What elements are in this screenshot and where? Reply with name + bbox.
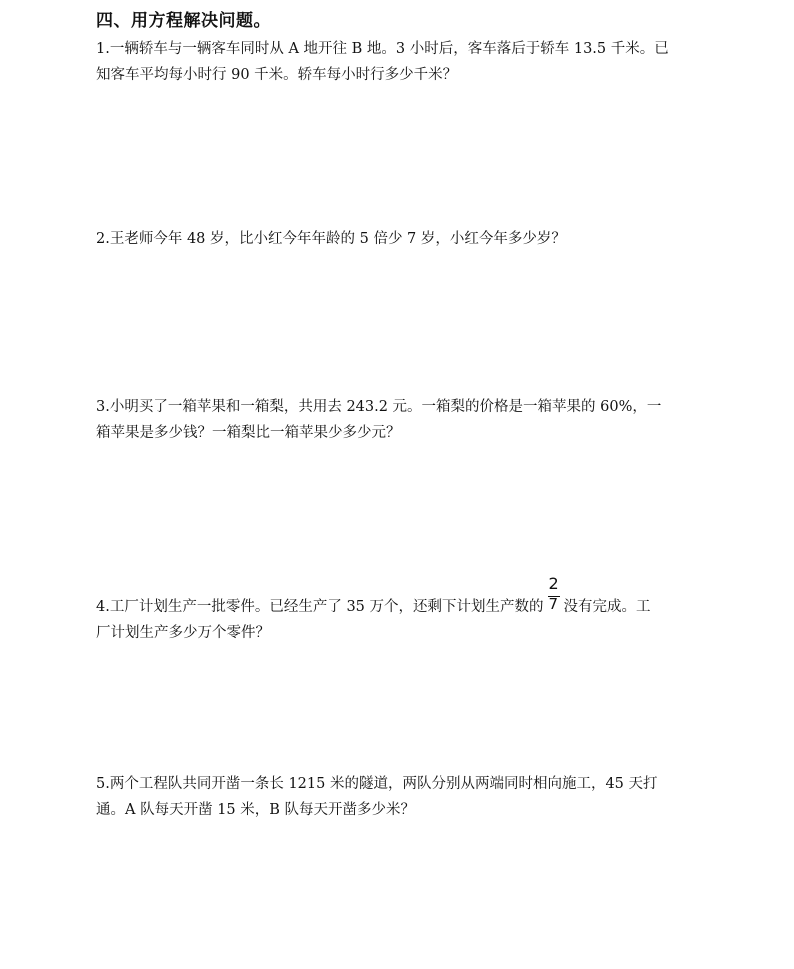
question-4-text-after-fraction: 没有完成。工: [563, 599, 651, 615]
question-4: [96, 574, 716, 646]
fraction-denominator: 7: [548, 595, 559, 613]
question-2-line-1: 2.王老师今年 48 岁，比小红今年年龄的 5 倍少 7 岁，小红今年多少岁？: [96, 231, 566, 247]
question-3: [96, 394, 716, 446]
fraction-numerator: 2: [548, 574, 559, 593]
fraction-two-sevenths: [548, 574, 562, 613]
question-5-line-1: 5.两个工程队共同开凿一条长 1215 米的隧道，两队分别从两端同时相向施工，45 天打: [96, 776, 658, 792]
question-5-line-2: 通。A 队每天开凿 15 米，B 队每天开凿多少米？: [96, 802, 416, 818]
question-1-line-1: 1.一辆轿车与一辆客车同时从 A 地开往 B 地。3 小时后，客车落后于轿车 13.5 千米。已: [96, 41, 669, 57]
question-3-line-2: 箱苹果是多少钱？一箱梨比一箱苹果少多少元？: [96, 425, 401, 441]
question-1-line-2: 知客车平均每小时行 90 千米。轿车每小时行多少千米？: [96, 67, 458, 83]
question-5: [96, 771, 716, 823]
question-1: [96, 36, 716, 88]
question-3-line-1: 3.小明买了一箱苹果和一箱梨，共用去 243.2 元。一箱梨的价格是一箱苹果的 60%，一: [96, 399, 662, 415]
question-2: [96, 226, 716, 252]
section-title: 四、用方程解决问题。: [96, 11, 271, 31]
question-4-text-before-fraction: 4.工厂计划生产一批零件。已经生产了 35 万个，还剩下计划生产数的: [96, 599, 544, 615]
question-4-line-1: [96, 574, 716, 620]
question-4-line-2: 厂计划生产多少万个零件？: [96, 625, 270, 641]
